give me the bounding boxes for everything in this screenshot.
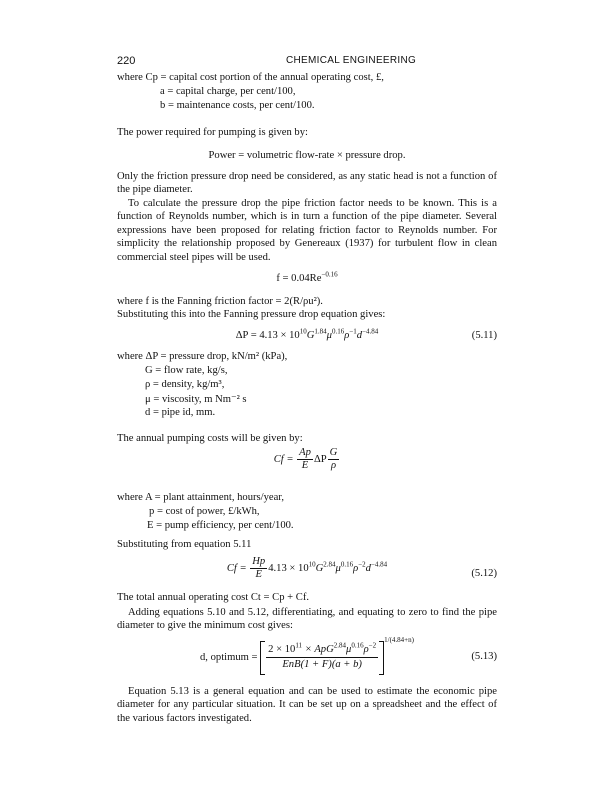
eq512-emu: 0.16 bbox=[340, 560, 354, 569]
equation-friction-factor bbox=[117, 270, 497, 284]
eq513-outer-exp: 1/(4.84+n) bbox=[384, 636, 414, 644]
eqcf-num2: G bbox=[329, 447, 338, 458]
eq512-num: Hp bbox=[252, 556, 266, 567]
eq513-left-bracket bbox=[260, 641, 265, 675]
friction-paragraph: Only the friction pressure drop need be considered, as any static head is not a function of the pipe diameter. bbox=[117, 171, 497, 196]
eq511-emu: 0.16 bbox=[331, 327, 345, 336]
eq512-rho: ρ bbox=[353, 562, 359, 574]
equation-5-11 bbox=[117, 327, 497, 341]
def-cp: where Cp = capital cost portion of the annual operating cost, £, bbox=[117, 72, 384, 83]
eq511-rho: ρ bbox=[344, 330, 350, 341]
eqcf-frac2 bbox=[328, 447, 340, 472]
equation-number-5-12: (5.12) bbox=[471, 568, 497, 579]
eq513-num-base: 2 × 10 bbox=[268, 644, 296, 656]
def-A: where A = plant attainment, hours/year, bbox=[117, 492, 285, 503]
calculation-paragraph: To calculate the pressure drop the pipe friction factor needs to be known. This is a function of Reynolds number, which is in turn a function of the pipe diameter. Several expressions have been proposed for relating friction factor to Reynolds number. For simplicity the relationship proposed by Genereaux (1937) for turbulent flow in clean commercial steel pipes will be used. bbox=[117, 198, 497, 263]
eqcf-num1: Ap bbox=[299, 447, 311, 458]
eq-f-base: f = 0.04Re bbox=[276, 273, 322, 284]
equation-cf bbox=[117, 447, 497, 472]
running-head: CHEMICAL ENGINEERING bbox=[286, 55, 417, 66]
eqcf-mid: ΔP bbox=[313, 453, 327, 465]
eq512-erho: −2 bbox=[358, 560, 366, 569]
def-mu: μ = viscosity, m Nm⁻² s bbox=[145, 394, 247, 405]
def-b: b = maintenance costs, per cent/100. bbox=[160, 100, 315, 111]
eq511-eG: 1.84 bbox=[314, 327, 327, 336]
equation-number-5-11: (5.11) bbox=[471, 330, 497, 341]
eq513-num-rest: × ApG bbox=[302, 644, 334, 656]
eq511-lhs: ΔP = 4.13 × 10 bbox=[235, 330, 300, 341]
eq513-den: EnB(1 + F)(a + b) bbox=[282, 659, 362, 671]
eq513-mu: μ bbox=[346, 644, 352, 656]
eq513-num bbox=[266, 643, 378, 658]
page-number: 220 bbox=[117, 55, 136, 67]
eq512-eG: 2.84 bbox=[323, 560, 336, 569]
eqcf-den1: E bbox=[301, 460, 309, 471]
eq512-rhs: 4.13 × 10 bbox=[268, 562, 309, 574]
eq513-e11: 11 bbox=[295, 641, 303, 650]
substituting-line: Substituting this into the Fanning pressure drop equation gives: bbox=[117, 309, 386, 320]
eq513-lhs: d, optimum = bbox=[200, 652, 258, 664]
final-paragraph: Equation 5.13 is a general equation and can be used to estimate the economic pipe diameter for any particular situation. It can be set up on a spreadsheet and the effect of the various factors investigated. bbox=[117, 686, 497, 724]
eqcf-frac1 bbox=[297, 447, 313, 472]
eq512-lhs: Cf = bbox=[226, 562, 247, 574]
eq511-ed: −4.84 bbox=[362, 327, 379, 336]
eq511-e10: 10 bbox=[299, 327, 307, 336]
eq512-G: G bbox=[315, 562, 324, 574]
power-equation: Power = volumetric flow-rate × pressure drop. bbox=[208, 150, 406, 161]
def-E: E = pump efficiency, per cent/100. bbox=[147, 520, 294, 531]
eq511-d: d bbox=[356, 330, 363, 341]
eq512-mu: μ bbox=[335, 562, 341, 574]
eqcf-lhs: Cf = bbox=[273, 453, 294, 465]
def-a: a = capital charge, per cent/100, bbox=[160, 86, 296, 97]
eq512-frac bbox=[250, 556, 267, 581]
def-G: G = flow rate, kg/s, bbox=[145, 365, 228, 376]
adding-paragraph: Adding equations 5.10 and 5.12, differentiating, and equating to zero to find the pipe diameter to give the minimum cost gives: bbox=[117, 607, 497, 632]
eqcf-den2: ρ bbox=[330, 460, 337, 471]
def-deltap: where ΔP = pressure drop, kN/m² (kPa), bbox=[117, 351, 288, 362]
total-cost-line: The total annual operating cost Ct = Cp + Cf. bbox=[117, 592, 310, 603]
eq513-erho: −2 bbox=[368, 641, 377, 650]
eq512-d: d bbox=[365, 562, 371, 574]
eq513-rho: ρ bbox=[363, 644, 369, 656]
eq-f-exponent: −0.16 bbox=[321, 270, 338, 279]
eq512-den: E bbox=[255, 569, 262, 580]
def-rho: ρ = density, kg/m³, bbox=[145, 379, 225, 390]
eq513-frac bbox=[266, 643, 378, 672]
substituting-5-11: Substituting from equation 5.11 bbox=[117, 539, 252, 550]
equation-5-13 bbox=[200, 636, 414, 675]
annual-pumping-intro: The annual pumping costs will be given by: bbox=[117, 433, 303, 444]
equation-number-5-13: (5.13) bbox=[471, 651, 497, 662]
eq512-ed: −4.84 bbox=[370, 560, 388, 569]
def-d: d = pipe id, mm. bbox=[145, 407, 216, 418]
def-p: p = cost of power, £/kWh, bbox=[149, 506, 260, 517]
fanning-definition: where f is the Fanning friction factor = 2(R/ρu²). bbox=[117, 296, 323, 307]
eq511-mu: μ bbox=[326, 330, 332, 341]
eq513-right-bracket bbox=[379, 641, 384, 675]
eq511-G: G bbox=[306, 330, 315, 341]
eq513-eG: 2.84 bbox=[333, 641, 346, 650]
eq512-e10: 10 bbox=[308, 560, 316, 569]
eq513-emu: 0.16 bbox=[351, 641, 364, 650]
equation-5-12 bbox=[117, 556, 497, 581]
power-intro: The power required for pumping is given by: bbox=[117, 127, 308, 138]
eq511-erho: −1 bbox=[349, 327, 357, 336]
